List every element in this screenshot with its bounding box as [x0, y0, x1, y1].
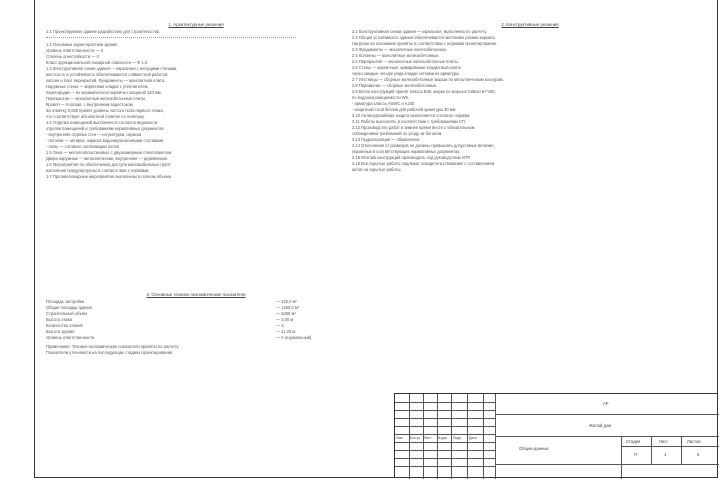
stamp-header-cell: Изм.: [396, 436, 404, 440]
text-line: указанных в соответствующих нормативных документах.: [352, 149, 461, 154]
text-line: 2.5 Перекрытия — монолитные железобетонные плиты.: [352, 59, 459, 64]
heading: 1.2 Основные характеристики здания: [46, 42, 118, 47]
parameter-list: [46, 299, 346, 341]
parameter-label: Высота этажа: [46, 317, 73, 322]
text-line: колонн и плит перекрытий. Фундаменты — монолитная плита.: [46, 78, 166, 83]
title-block: [394, 393, 718, 478]
text-line: соблюдением требований по уходу за бетоном.: [352, 131, 443, 136]
sheet-label: Лист: [659, 439, 669, 444]
text-line: Степень огнестойкости — II: [46, 54, 99, 59]
text-line: отделки помещений и требованиям нормативных документов.: [46, 126, 165, 131]
text-line: 2.10 Антикоррозийная защита выполняется согласно нормам.: [352, 113, 471, 118]
text-line: - арматура класса А500С и А240: [352, 101, 415, 106]
text-line: 2.14 Отклонения от размеров не должны превышать допустимых величин,: [352, 143, 495, 148]
parameter-label: Уровень ответственности: [46, 335, 95, 340]
notes: [46, 344, 346, 356]
text-lines: [352, 29, 708, 173]
parameter-value: — 3,00 м: [276, 317, 294, 322]
text-line: 2.11 Работы выполнять в соответствии с требованиями СП.: [352, 119, 466, 124]
parameter-label: Строительный объем: [46, 311, 87, 316]
text-line: 2.12 Производство работ в зимнее время вести с обязательным: [352, 125, 475, 130]
text-line: что соответствует абсолютной отметке по генплану.: [46, 114, 145, 119]
text-lines: [46, 48, 346, 180]
text-line: 2.8 Перемычки — сборные железобетонные.: [352, 83, 438, 88]
stamp-subtitle: Общие данные: [519, 446, 549, 451]
text-line: - внутренняя отделка стен — штукатурка, окраска: [46, 132, 142, 137]
parameter-value: — 1260,0 м²: [276, 305, 300, 310]
text-line: 2.2 Общая устойчивость здания обеспечивается жесткими узлами каркаса.: [352, 35, 496, 40]
architectural-section: [46, 22, 346, 180]
text-line: - потолки — затирка, окраска водоэмульсионными составами: [46, 138, 164, 143]
stage-label: Стадия: [626, 439, 641, 444]
stamp-header-cell: №док.: [438, 436, 448, 440]
parameter-label: Количество этажей: [46, 323, 83, 328]
text-line: За отметку 0,000 принят уровень чистого пола первого этажа,: [46, 108, 164, 113]
divider: [46, 37, 296, 38]
text-line: - полы — согласно экспликации полов: [46, 144, 120, 149]
text-line: 2.1 Конструктивная схема здания — каркасная, выполнена по расчету.: [352, 29, 488, 34]
text-line: Наружные стены — кирпичная кладка с утеплителем,: [46, 84, 149, 89]
text-line: 2.9 Бетон конструкций принят класса В25, марки по морозостойкости F150,: [352, 89, 496, 94]
section-title: 1. Архитектурные решения: [168, 22, 224, 27]
parameter-row: [46, 335, 336, 341]
text-line: 1.6 Мероприятия по обеспечению доступа маломобильных групп: [46, 162, 171, 167]
stamp-header-cell: Подп.: [453, 436, 463, 440]
parameter-label: Общая площадь здания: [46, 305, 92, 310]
text-line: 2.3 Фундаменты — монолитные железобетонные.: [352, 47, 448, 52]
text-line: - защитный слой бетона для рабочей арматуры 30 мм: [352, 107, 456, 112]
stamp-header-cell: Кол.уч: [410, 436, 421, 440]
parameters-section: [46, 292, 346, 356]
text-line: Кровля — плоская, с внутренним водостоком.: [46, 102, 134, 107]
text-line: через каждые четыре ряда кладки сетками из арматуры.: [352, 71, 461, 76]
text-line: Показатели уточняются на последующих стадиях проектирования.: [46, 350, 174, 355]
text-line: перегородки — из керамического кирпича толщиной 120 мм.: [46, 90, 162, 95]
text-line: 1.3 Конструктивная схема здания — каркасная с несущими стенами,: [46, 66, 178, 71]
sheet-value: 1: [664, 452, 667, 457]
section-title: 3. Основные технико-экономические показатели: [146, 292, 246, 297]
text-line: 1.4 Отделка помещений выполняется согласно ведомости: [46, 120, 158, 125]
parameter-value: — 5400 м³: [276, 311, 296, 316]
stamp-title: Жилой дом: [589, 423, 612, 428]
stamp-header-cell: Дата: [469, 436, 477, 440]
section-title: 2. Конструктивные решения: [501, 22, 559, 27]
parameter-value: — 11,25 м: [276, 329, 296, 334]
parameter-value: — II (нормальный): [276, 335, 312, 340]
text-line: 2.13 Гидроизоляция — обмазочная.: [352, 137, 421, 142]
text-line: Примечание: Технико-экономические показатели приняты по расчету.: [46, 344, 180, 349]
text-line: по водонепроницаемости W6.: [352, 95, 410, 100]
parameter-value: — 420,0 м²: [276, 299, 297, 304]
text-line: 2.7 Лестницы — сборные железобетонные марши по металлическим косоурам.: [352, 77, 504, 82]
text-line: Уровень ответственности — II: [46, 48, 104, 53]
text-line: Класс функциональной пожарной опасности — Ф 1.3: [46, 60, 148, 65]
sheets-label: Листов: [687, 439, 701, 444]
structural-section: [352, 22, 708, 173]
stamp-header-cell: Лист: [424, 436, 432, 440]
text-line: 2.15 Монтаж конструкций производить под руководством ИТР.: [352, 155, 471, 160]
text-line: 2.4 Колонны — монолитные железобетонные.: [352, 53, 440, 58]
stage-value: П: [634, 452, 638, 457]
text-line: 1.7 Противопожарные мероприятия выполнены в полном объеме.: [46, 174, 173, 179]
stamp-code: АР: [603, 401, 609, 406]
text-line: Нагрузки на основание приняты в соответствии с нормами проектирования.: [352, 41, 498, 46]
text-line: 2.6 Стены — кирпичные, армирование кладки выполнять: [352, 65, 462, 70]
parameter-value: — 3: [276, 323, 284, 328]
sheets-value: 6: [697, 452, 700, 457]
text-line: населения предусмотрены в соответствии с нормами.: [46, 168, 150, 173]
text-line: Двери наружные — металлические, внутренние — деревянные.: [46, 156, 169, 161]
text-line: актов на скрытые работы.: [352, 167, 402, 172]
text-line: 2.16 Все скрытые работы подлежат освидетельствованию с составлением: [352, 161, 495, 166]
intro-line: 1.1 Проектируемое здание разработано для строительства: [46, 29, 159, 34]
text-line: Перекрытия — монолитные железобетонные плиты.: [46, 96, 147, 101]
text-line: жесткость и устойчивость обеспечиваются совместной работой: [46, 72, 168, 77]
parameter-label: Площадь застройки: [46, 299, 84, 304]
text-line: 1.5 Окна — металлопластиковые с двухкамерным стеклопакетом.: [46, 150, 173, 155]
parameter-label: Высота здания: [46, 329, 75, 334]
